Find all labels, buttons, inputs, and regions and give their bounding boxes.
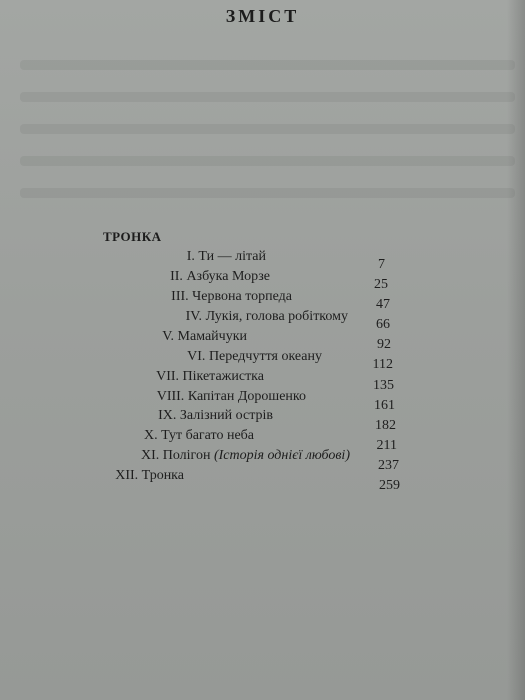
toc-page-number: 112 — [372, 357, 393, 372]
toc-entry: VII. Пікетажистка — [156, 369, 264, 384]
toc-entry: X. Тут багато неба — [143, 428, 254, 443]
bleed-through-line — [20, 188, 515, 198]
toc-entry: III. Червона торпеда — [171, 289, 292, 304]
page-edge-shadow — [507, 0, 525, 700]
bleed-through-line — [20, 92, 515, 102]
toc-page-number: 182 — [375, 418, 396, 433]
bleed-through-line — [20, 124, 515, 134]
toc-page-number: 92 — [377, 337, 391, 352]
toc-entry: II. Азбука Морзе — [170, 269, 270, 284]
toc-page-number: 237 — [378, 458, 399, 473]
section-heading: ТРОНКА — [103, 229, 162, 244]
toc-page-number: 211 — [376, 438, 397, 453]
toc-page-number: 7 — [378, 257, 385, 272]
toc-entry: I. Ти — літай — [186, 249, 266, 264]
toc-entry: IV. Лукія, голова робіткому — [185, 309, 348, 324]
toc-entry: V. Мамайчуки — [162, 329, 247, 344]
toc-page-number: 66 — [376, 317, 390, 332]
toc-entry: IX. Залізний острів — [158, 408, 273, 423]
page-title: ЗМІСТ — [225, 6, 300, 26]
toc-entry: VI. Передчуття океану — [187, 349, 322, 364]
toc-page-number: 135 — [373, 378, 394, 393]
toc-page-number: 47 — [376, 297, 390, 312]
toc-page-number: 161 — [374, 398, 395, 413]
toc-entry: XI. Полігон (Історія однієї любові) — [140, 448, 350, 463]
toc-entry: XII. Тронка — [115, 468, 184, 483]
toc-page-number: 25 — [374, 277, 388, 292]
bleed-through-line — [20, 156, 515, 166]
toc-entry: VIII. Капітан Дорошенко — [156, 389, 306, 404]
toc-page-number: 259 — [379, 478, 400, 493]
bleed-through-line — [20, 60, 515, 70]
